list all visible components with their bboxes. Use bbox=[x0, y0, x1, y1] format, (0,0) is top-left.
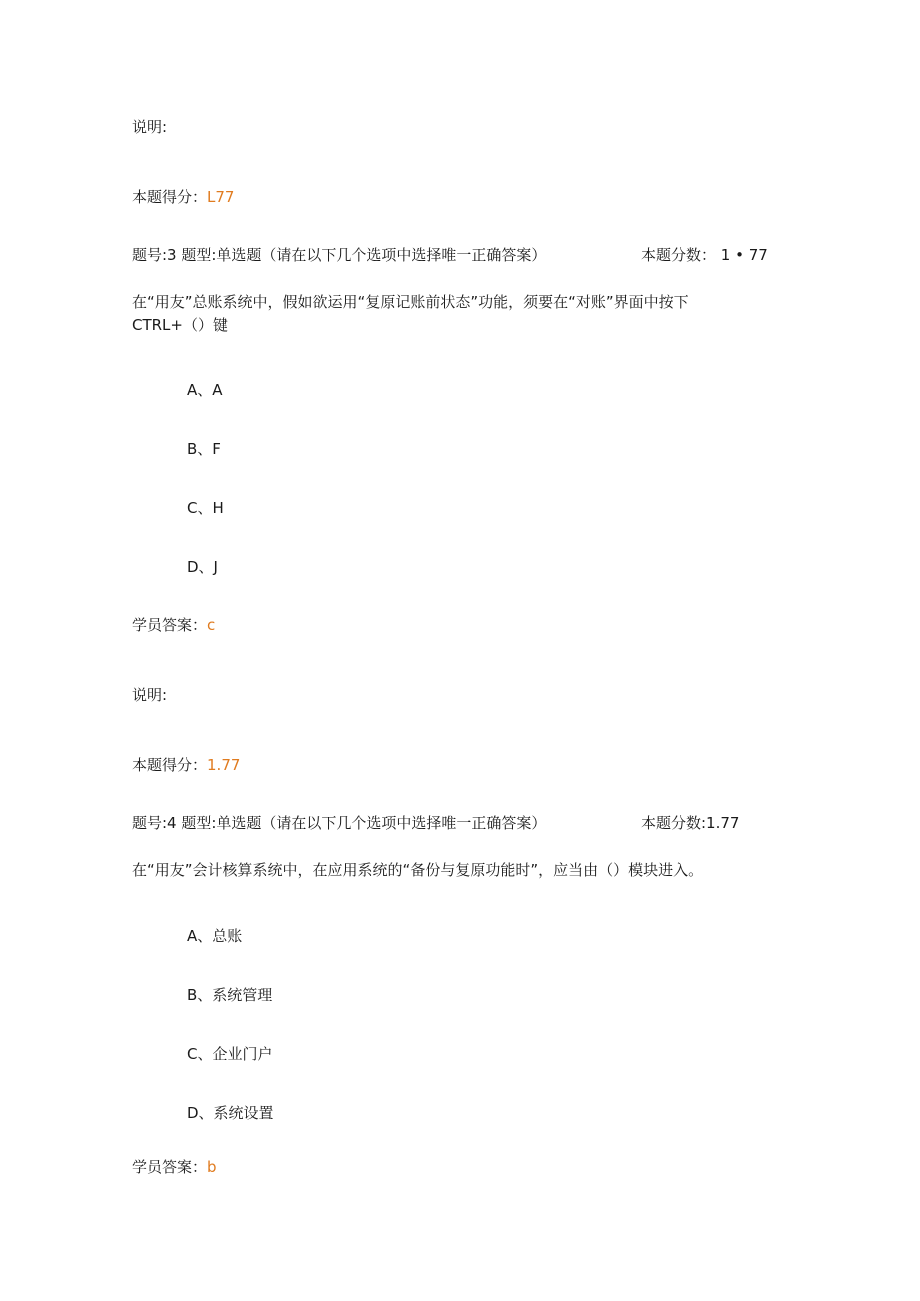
option-d[interactable]: D、系统设置 bbox=[187, 1104, 274, 1122]
answer-value: c bbox=[207, 616, 216, 634]
score-value: L77 bbox=[207, 188, 235, 206]
answer-value: b bbox=[207, 1158, 217, 1176]
question-points: 本题分数:1.77 bbox=[641, 814, 740, 832]
option-d[interactable]: D、J bbox=[187, 558, 218, 576]
option-a[interactable]: A、A bbox=[187, 381, 223, 399]
answer-row bbox=[132, 615, 215, 635]
answer-row bbox=[132, 1157, 217, 1177]
question-header: 题号:4 题型:单选题（请在以下几个选项中选择唯一正确答案） bbox=[132, 814, 547, 832]
note-label: 说明: bbox=[132, 118, 168, 136]
question-text-line1: 在“用友”总账系统中，假如欲运用“复原记账前状态”功能，须要在“对账”界面中按下 bbox=[132, 293, 689, 311]
answer-label: 学员答案： bbox=[132, 616, 208, 634]
score-row bbox=[132, 187, 234, 207]
score-value: 1.77 bbox=[207, 756, 241, 774]
question-points: 本题分数： 1 • 77 bbox=[641, 246, 768, 264]
question-text-line2: CTRL+（）键 bbox=[132, 316, 228, 334]
score-label: 本题得分： bbox=[132, 756, 208, 774]
score-row bbox=[132, 755, 240, 775]
score-label: 本题得分： bbox=[132, 188, 208, 206]
option-c[interactable]: C、企业门户 bbox=[187, 1045, 273, 1063]
option-a[interactable]: A、总账 bbox=[187, 927, 243, 945]
option-b[interactable]: B、F bbox=[187, 440, 221, 458]
note-label: 说明: bbox=[132, 686, 168, 704]
option-c[interactable]: C、H bbox=[187, 499, 224, 517]
answer-label: 学员答案： bbox=[132, 1158, 208, 1176]
question-header: 题号:3 题型:单选题（请在以下几个选项中选择唯一正确答案） bbox=[132, 246, 547, 264]
question-text-line1: 在“用友”会计核算系统中，在应用系统的“备份与复原功能时”，应当由（）模块进入。 bbox=[132, 861, 704, 879]
option-b[interactable]: B、系统管理 bbox=[187, 986, 273, 1004]
